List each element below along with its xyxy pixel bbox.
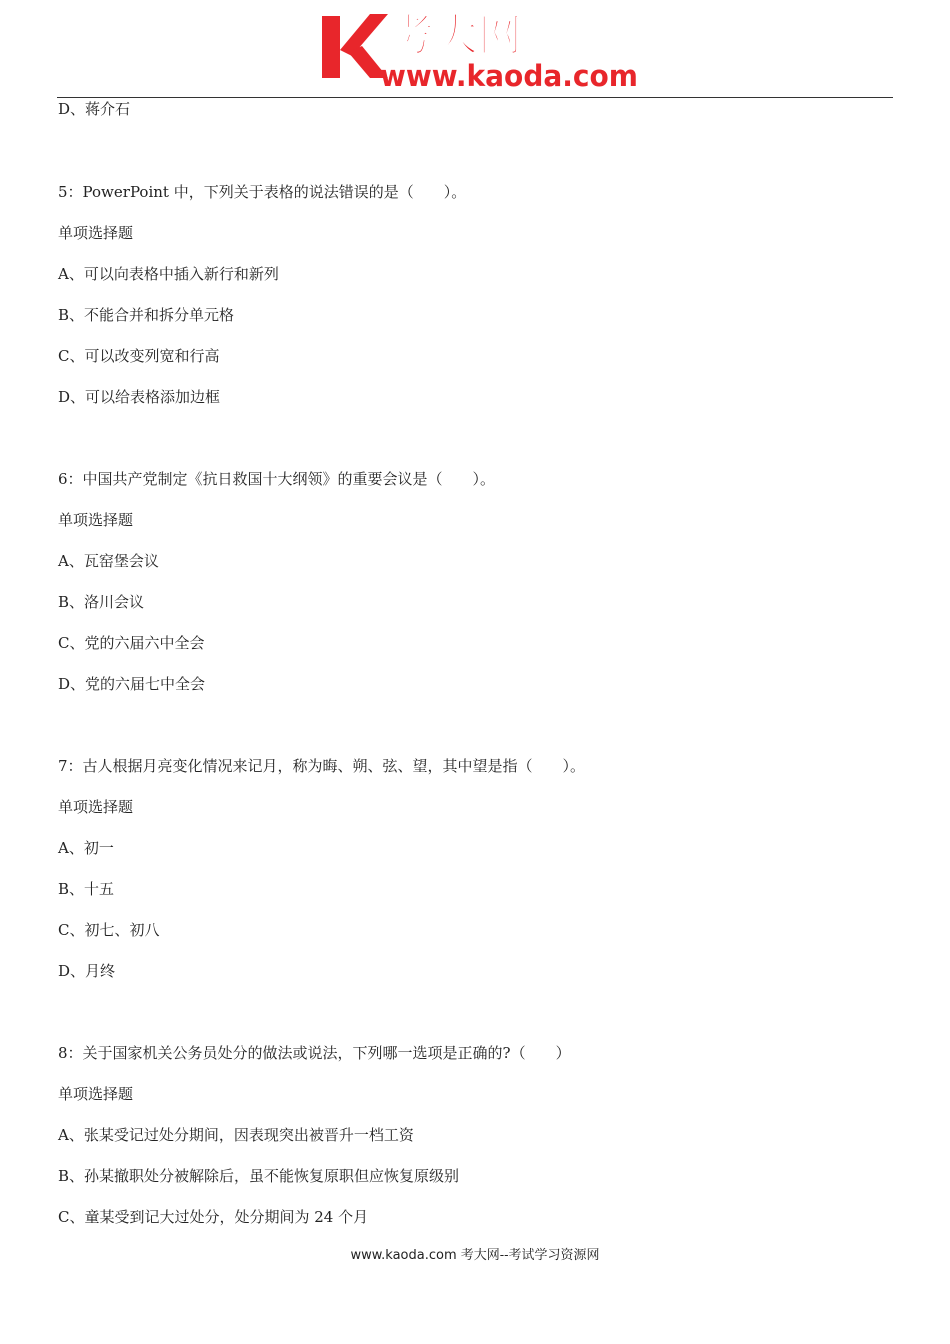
question-type: 单项选择题	[58, 224, 134, 242]
kaoda-logo-graphic	[318, 6, 648, 92]
question-8	[58, 1043, 898, 1227]
option-c[interactable]: C、可以改变列宽和行高	[58, 347, 220, 365]
option-a[interactable]: A、张某受记过处分期间，因表现突出被晋升一档工资	[58, 1126, 414, 1144]
option-b[interactable]: B、十五	[58, 880, 115, 898]
option-b[interactable]: B、不能合并和拆分单元格	[58, 306, 235, 324]
option-c[interactable]: C、童某受到记大过处分，处分期间为 24 个月	[58, 1208, 369, 1226]
footer-text: 考大网--考试学习资源网	[456, 1248, 600, 1263]
page-header	[0, 0, 950, 100]
logo-url-text: www.kaoda.com	[380, 59, 638, 92]
question-7	[58, 756, 898, 981]
option-a[interactable]: A、初一	[58, 839, 114, 857]
question-stem: 8：关于国家机关公务员处分的做法或说法，下列哪一选项是正确的?（ ）	[58, 1044, 571, 1062]
page-footer	[0, 1247, 950, 1265]
question-list	[58, 97, 898, 1227]
option-b[interactable]: B、孙某撤职处分被解除后，虽不能恢复原职但应恢复原级别	[58, 1167, 460, 1185]
option-d[interactable]: D、月终	[58, 962, 116, 980]
question-6	[58, 469, 898, 694]
option-d[interactable]: D、可以给表格添加边框	[58, 388, 221, 406]
kaoda-logo[interactable]	[318, 6, 648, 92]
question-type: 单项选择题	[58, 511, 134, 529]
option-a[interactable]: A、可以向表格中插入新行和新列	[58, 265, 279, 283]
question-type: 单项选择题	[58, 798, 134, 816]
option-c[interactable]: C、党的六届六中全会	[58, 634, 205, 652]
question-stem: 6：中国共产党制定《抗日救国十大纲领》的重要会议是（ ）。	[58, 470, 496, 488]
question-type: 单项选择题	[58, 1085, 134, 1103]
prev-question-option-d: D、蒋介石	[58, 100, 131, 118]
option-a[interactable]: A、瓦窑堡会议	[58, 552, 159, 570]
option-d[interactable]: D、党的六届七中全会	[58, 675, 206, 693]
footer-site-link[interactable]: www.kaoda.com	[350, 1248, 457, 1263]
option-b[interactable]: B、洛川会议	[58, 593, 145, 611]
question-stem: 7：古人根据月亮变化情况来记月，称为晦、朔、弦、望，其中望是指（ ）。	[58, 757, 586, 775]
question-5	[58, 182, 898, 407]
logo-brand-text: 考大网	[390, 10, 522, 61]
option-c[interactable]: C、初七、初八	[58, 921, 160, 939]
question-stem: 5：PowerPoint 中，下列关于表格的说法错误的是（ ）。	[58, 183, 467, 201]
